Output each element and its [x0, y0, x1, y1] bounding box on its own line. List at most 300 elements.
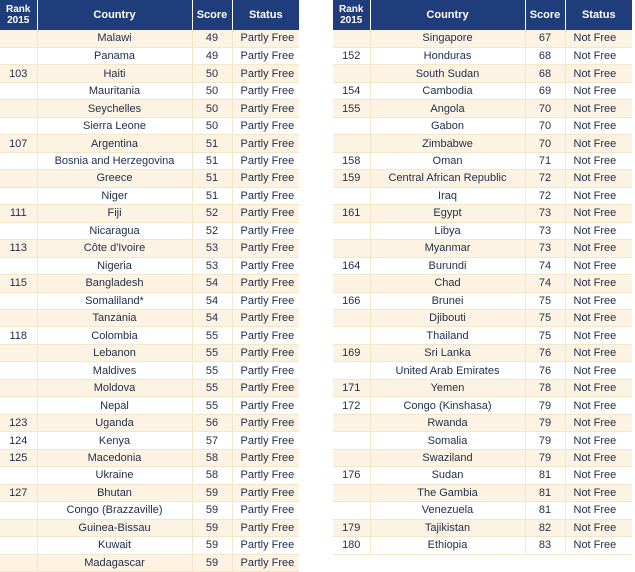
country-cell: Singapore [370, 30, 525, 47]
status-cell: Not Free [565, 519, 632, 536]
score-cell: 56 [192, 414, 232, 431]
score-cell: 75 [525, 310, 565, 327]
table-row [333, 449, 632, 466]
table-row [0, 379, 299, 396]
rank-cell [333, 449, 370, 466]
status-cell: Partly Free [232, 327, 299, 344]
rank-cell [0, 117, 37, 134]
country-header: Country [37, 0, 192, 30]
country-cell: Haiti [37, 65, 192, 82]
score-cell: 73 [525, 222, 565, 239]
table-row [333, 135, 632, 152]
country-cell: Brunei [370, 292, 525, 309]
rank-cell [0, 519, 37, 536]
score-header: Score [525, 0, 565, 30]
score-cell: 72 [525, 187, 565, 204]
status-cell: Partly Free [232, 100, 299, 117]
country-cell: Sudan [370, 467, 525, 484]
score-cell: 51 [192, 170, 232, 187]
country-cell: Côte d'Ivoire [37, 240, 192, 257]
table-row [333, 344, 632, 361]
rank-cell [333, 135, 370, 152]
rank-cell: 118 [0, 327, 37, 344]
rank-cell: 125 [0, 449, 37, 466]
rank-cell [0, 379, 37, 396]
score-cell: 83 [525, 537, 565, 554]
table-row [0, 484, 299, 501]
status-cell: Partly Free [232, 222, 299, 239]
score-cell: 55 [192, 362, 232, 379]
score-cell: 74 [525, 257, 565, 274]
score-cell: 55 [192, 379, 232, 396]
score-cell: 53 [192, 240, 232, 257]
country-cell: Congo (Kinshasa) [370, 397, 525, 414]
rank-cell [333, 65, 370, 82]
country-cell: Tanzania [37, 310, 192, 327]
status-cell: Not Free [565, 257, 632, 274]
rank-cell [0, 537, 37, 554]
table-row [333, 222, 632, 239]
country-cell: Panama [37, 47, 192, 64]
table-row [0, 65, 299, 82]
rank-cell: 158 [333, 152, 370, 169]
country-cell: Maldives [37, 362, 192, 379]
rank-cell [333, 414, 370, 431]
rank-cell [333, 484, 370, 501]
country-cell: Madagascar [37, 554, 192, 571]
status-cell: Not Free [565, 537, 632, 554]
country-cell: United Arab Emirates [370, 362, 525, 379]
table-row [0, 100, 299, 117]
status-cell: Not Free [565, 292, 632, 309]
status-header: Status [232, 0, 299, 30]
table-row [0, 152, 299, 169]
rank-cell [0, 222, 37, 239]
rank-cell [333, 30, 370, 47]
rank-cell [0, 554, 37, 571]
country-cell: Greece [37, 170, 192, 187]
status-cell: Partly Free [232, 362, 299, 379]
table-row [333, 170, 632, 187]
status-cell: Not Free [565, 205, 632, 222]
score-cell: 82 [525, 519, 565, 536]
score-cell: 76 [525, 344, 565, 361]
country-cell: Moldova [37, 379, 192, 396]
table-row [0, 537, 299, 554]
rank-cell [0, 82, 37, 99]
status-cell: Not Free [565, 82, 632, 99]
country-cell: Ukraine [37, 467, 192, 484]
status-cell: Partly Free [232, 187, 299, 204]
country-cell: Thailand [370, 327, 525, 344]
country-cell: Bangladesh [37, 275, 192, 292]
score-cell: 68 [525, 65, 565, 82]
table-row [0, 222, 299, 239]
score-cell: 59 [192, 484, 232, 501]
status-cell: Not Free [565, 240, 632, 257]
table-row [0, 449, 299, 466]
country-header: Country [370, 0, 525, 30]
score-cell: 51 [192, 135, 232, 152]
rank-cell: 155 [333, 100, 370, 117]
status-cell: Partly Free [232, 502, 299, 519]
country-cell: Congo (Brazzaville) [37, 502, 192, 519]
status-cell: Partly Free [232, 484, 299, 501]
status-cell: Not Free [565, 502, 632, 519]
table-row [333, 82, 632, 99]
status-cell: Partly Free [232, 47, 299, 64]
status-cell: Not Free [565, 135, 632, 152]
table-row [333, 187, 632, 204]
score-cell: 71 [525, 152, 565, 169]
score-cell: 59 [192, 502, 232, 519]
rank-cell: 161 [333, 205, 370, 222]
country-cell: Colombia [37, 327, 192, 344]
country-cell: Nepal [37, 397, 192, 414]
score-cell: 57 [192, 432, 232, 449]
table-row [0, 187, 299, 204]
rank-cell: 171 [333, 379, 370, 396]
country-cell: Swaziland [370, 449, 525, 466]
country-cell: Yemen [370, 379, 525, 396]
country-cell: Honduras [370, 47, 525, 64]
table-row [333, 537, 632, 554]
status-cell: Not Free [565, 327, 632, 344]
rank-cell [0, 187, 37, 204]
rank-cell [0, 152, 37, 169]
rank-cell: 124 [0, 432, 37, 449]
table-row [0, 310, 299, 327]
table-row [0, 344, 299, 361]
score-cell: 79 [525, 414, 565, 431]
table-row [0, 117, 299, 134]
score-cell: 79 [525, 449, 565, 466]
status-cell: Partly Free [232, 432, 299, 449]
status-header: Status [565, 0, 632, 30]
rank-cell: 113 [0, 240, 37, 257]
score-cell: 54 [192, 275, 232, 292]
status-cell: Not Free [565, 30, 632, 47]
country-cell: Macedonia [37, 449, 192, 466]
status-cell: Partly Free [232, 397, 299, 414]
table-row [333, 397, 632, 414]
status-cell: Not Free [565, 449, 632, 466]
table-row [0, 519, 299, 536]
table-row [333, 310, 632, 327]
table-row [0, 240, 299, 257]
score-cell: 74 [525, 275, 565, 292]
score-cell: 49 [192, 47, 232, 64]
score-cell: 67 [525, 30, 565, 47]
table-row [0, 170, 299, 187]
status-cell: Partly Free [232, 275, 299, 292]
table-row [333, 362, 632, 379]
table-row [333, 467, 632, 484]
status-cell: Not Free [565, 432, 632, 449]
rank-cell: 107 [0, 135, 37, 152]
table-row [333, 502, 632, 519]
rank-cell: 103 [0, 65, 37, 82]
table-row [0, 82, 299, 99]
rank-cell: 164 [333, 257, 370, 274]
score-cell: 76 [525, 362, 565, 379]
status-cell: Not Free [565, 222, 632, 239]
status-cell: Partly Free [232, 257, 299, 274]
table-row [0, 467, 299, 484]
status-cell: Not Free [565, 362, 632, 379]
table-row [0, 30, 299, 47]
score-cell: 68 [525, 47, 565, 64]
score-cell: 51 [192, 152, 232, 169]
ranking-table-right [333, 0, 632, 555]
country-cell: Myanmar [370, 240, 525, 257]
table-row [0, 362, 299, 379]
country-cell: Malawi [37, 30, 192, 47]
country-cell: Lebanon [37, 344, 192, 361]
table-row [0, 135, 299, 152]
rank-cell [0, 30, 37, 47]
table-row [0, 432, 299, 449]
header-row [0, 0, 299, 30]
rank-header-label: Rank [339, 4, 364, 15]
table-row [333, 327, 632, 344]
rank-cell [0, 257, 37, 274]
score-cell: 81 [525, 502, 565, 519]
ranking-table-left [0, 0, 299, 572]
rank-cell: 180 [333, 537, 370, 554]
country-cell: Bhutan [37, 484, 192, 501]
table-row [333, 240, 632, 257]
table-row [333, 100, 632, 117]
score-header: Score [192, 0, 232, 30]
score-cell: 70 [525, 135, 565, 152]
country-cell: Cambodia [370, 82, 525, 99]
status-cell: Not Free [565, 344, 632, 361]
rank-cell [333, 432, 370, 449]
table-row [0, 327, 299, 344]
rank-cell [0, 310, 37, 327]
country-cell: Kenya [37, 432, 192, 449]
score-cell: 53 [192, 257, 232, 274]
country-cell: Fiji [37, 205, 192, 222]
country-cell: Angola [370, 100, 525, 117]
table-row [0, 205, 299, 222]
country-cell: Guinea-Bissau [37, 519, 192, 536]
score-cell: 70 [525, 100, 565, 117]
rank-cell: 166 [333, 292, 370, 309]
score-cell: 54 [192, 310, 232, 327]
country-cell: Burundi [370, 257, 525, 274]
rank-cell [0, 47, 37, 64]
country-cell: Libya [370, 222, 525, 239]
status-cell: Partly Free [232, 344, 299, 361]
table-row [333, 414, 632, 431]
score-cell: 55 [192, 327, 232, 344]
rank-cell [0, 467, 37, 484]
score-cell: 55 [192, 397, 232, 414]
country-cell: Rwanda [370, 414, 525, 431]
country-cell: Ethiopia [370, 537, 525, 554]
rank-cell [333, 310, 370, 327]
status-cell: Partly Free [232, 30, 299, 47]
rank-cell [333, 240, 370, 257]
status-cell: Partly Free [232, 152, 299, 169]
status-cell: Not Free [565, 414, 632, 431]
status-cell: Not Free [565, 275, 632, 292]
status-cell: Not Free [565, 152, 632, 169]
country-cell: Egypt [370, 205, 525, 222]
country-cell: South Sudan [370, 65, 525, 82]
score-cell: 79 [525, 432, 565, 449]
rank-header-year: 2015 [7, 15, 30, 26]
score-cell: 79 [525, 397, 565, 414]
status-cell: Not Free [565, 100, 632, 117]
status-cell: Partly Free [232, 292, 299, 309]
table-row [0, 47, 299, 64]
score-cell: 81 [525, 484, 565, 501]
table-row [333, 47, 632, 64]
country-cell: Nicaragua [37, 222, 192, 239]
table-row [0, 414, 299, 431]
rank-cell [333, 502, 370, 519]
country-cell: Kuwait [37, 537, 192, 554]
rank-cell [333, 275, 370, 292]
table-row [333, 275, 632, 292]
table-row [333, 257, 632, 274]
country-cell: Bosnia and Herzegovina [37, 152, 192, 169]
status-cell: Not Free [565, 65, 632, 82]
table-row [333, 65, 632, 82]
score-cell: 59 [192, 519, 232, 536]
score-cell: 70 [525, 117, 565, 134]
table-row [0, 257, 299, 274]
country-cell: Somaliland* [37, 292, 192, 309]
rank-cell: 179 [333, 519, 370, 536]
status-cell: Partly Free [232, 65, 299, 82]
rank-cell: 159 [333, 170, 370, 187]
rank-header-label: Rank [6, 4, 31, 15]
country-cell: Iraq [370, 187, 525, 204]
score-cell: 75 [525, 292, 565, 309]
table-row [0, 292, 299, 309]
table-row [333, 152, 632, 169]
status-cell: Partly Free [232, 537, 299, 554]
score-cell: 50 [192, 65, 232, 82]
rank-cell [0, 292, 37, 309]
status-cell: Partly Free [232, 449, 299, 466]
score-cell: 55 [192, 344, 232, 361]
score-cell: 50 [192, 117, 232, 134]
score-cell: 54 [192, 292, 232, 309]
rank-cell: 123 [0, 414, 37, 431]
status-cell: Partly Free [232, 135, 299, 152]
rank-cell [0, 397, 37, 414]
table-row [333, 432, 632, 449]
score-cell: 75 [525, 327, 565, 344]
score-cell: 73 [525, 205, 565, 222]
country-cell: Sierra Leone [37, 117, 192, 134]
country-cell: Gabon [370, 117, 525, 134]
country-cell: Somalia [370, 432, 525, 449]
country-cell: Argentina [37, 135, 192, 152]
table-row [333, 30, 632, 47]
rank-header-year: 2015 [340, 15, 363, 26]
rank-header [333, 0, 370, 30]
status-cell: Not Free [565, 397, 632, 414]
status-cell: Not Free [565, 187, 632, 204]
score-cell: 51 [192, 187, 232, 204]
table-row [333, 205, 632, 222]
rank-cell [333, 117, 370, 134]
rank-cell: 111 [0, 205, 37, 222]
rank-cell: 115 [0, 275, 37, 292]
table-row [333, 519, 632, 536]
table-row [333, 117, 632, 134]
status-cell: Partly Free [232, 554, 299, 571]
country-cell: The Gambia [370, 484, 525, 501]
table-row [0, 502, 299, 519]
status-cell: Partly Free [232, 414, 299, 431]
table-row [333, 484, 632, 501]
country-cell: Zimbabwe [370, 135, 525, 152]
country-cell: Sri Lanka [370, 344, 525, 361]
country-cell: Seychelles [37, 100, 192, 117]
country-cell: Mauritania [37, 82, 192, 99]
table-row [333, 379, 632, 396]
score-cell: 52 [192, 222, 232, 239]
rank-cell: 127 [0, 484, 37, 501]
score-cell: 58 [192, 449, 232, 466]
country-cell: Nigeria [37, 257, 192, 274]
rank-cell: 152 [333, 47, 370, 64]
rank-cell [0, 170, 37, 187]
score-cell: 50 [192, 100, 232, 117]
country-cell: Niger [37, 187, 192, 204]
rank-cell [333, 362, 370, 379]
score-cell: 52 [192, 205, 232, 222]
rank-cell [0, 502, 37, 519]
status-cell: Partly Free [232, 467, 299, 484]
table-row [0, 397, 299, 414]
status-cell: Not Free [565, 117, 632, 134]
status-cell: Not Free [565, 310, 632, 327]
country-cell: Central African Republic [370, 170, 525, 187]
country-cell: Venezuela [370, 502, 525, 519]
country-cell: Tajikistan [370, 519, 525, 536]
rank-cell [0, 100, 37, 117]
status-cell: Not Free [565, 467, 632, 484]
score-cell: 81 [525, 467, 565, 484]
score-cell: 78 [525, 379, 565, 396]
rank-cell [0, 344, 37, 361]
status-cell: Partly Free [232, 82, 299, 99]
score-cell: 69 [525, 82, 565, 99]
header-row [333, 0, 632, 30]
country-cell: Chad [370, 275, 525, 292]
rank-cell [333, 222, 370, 239]
rank-cell [333, 187, 370, 204]
score-cell: 49 [192, 30, 232, 47]
country-cell: Oman [370, 152, 525, 169]
score-cell: 59 [192, 537, 232, 554]
rank-cell [0, 362, 37, 379]
status-cell: Partly Free [232, 240, 299, 257]
rank-cell: 176 [333, 467, 370, 484]
rank-cell [333, 327, 370, 344]
country-cell: Djibouti [370, 310, 525, 327]
country-cell: Uganda [37, 414, 192, 431]
status-cell: Not Free [565, 170, 632, 187]
